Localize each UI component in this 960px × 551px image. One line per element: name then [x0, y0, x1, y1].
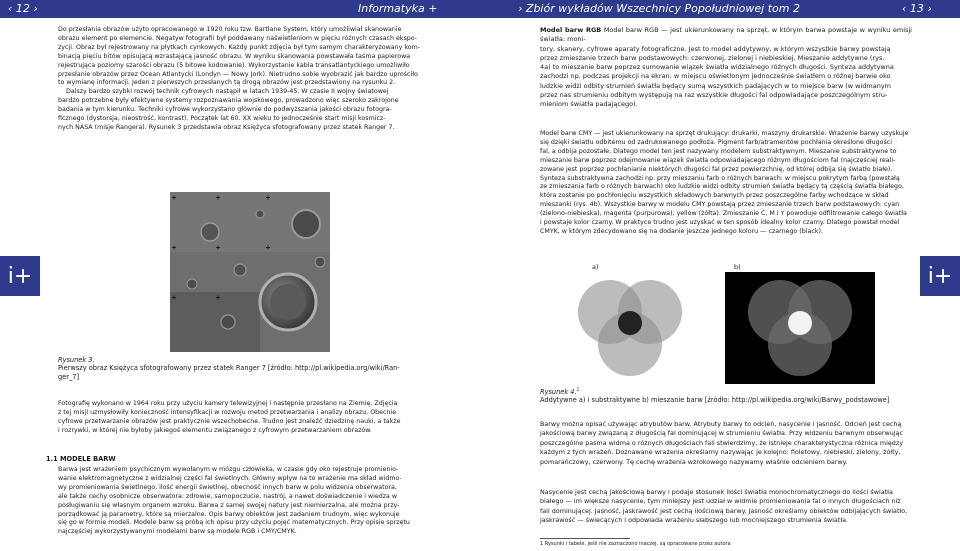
text-line: cyfrowe przetwarzanie obrazów jest praktycznie wszechobecne. Trudno jest znaleźć dziedzinę nauki, a także	[58, 417, 401, 425]
text-line: Model barw CMY — jest ukierunkowany na sprzęt drukujący: drukarki, maszyny drukarskie. Wrażenie barwy uzyskuje	[540, 130, 909, 137]
text-line: fal, a odbija pozostałe. Dlatego model ten jest nazywany modelem substraktywnym. Mieszanie substraktywne to	[540, 147, 897, 155]
color-attributes-text	[540, 420, 912, 467]
subtractive-center	[788, 311, 812, 335]
text-line: ze zmieszania farb o różnych barwach) oko ludzkie widzi odbity strumień światła będący tą częścią światła białego,	[540, 183, 904, 191]
footnote: 1 Rysunki i tabele, jeśli nie zaznaczono inaczej, są opracowane przez autora	[540, 541, 731, 547]
text-line: i powstaje kolor czarny. W praktyce trudno jest uzyskać w ten sposób idealny kolor czarny. Dlatego powstał model	[540, 219, 900, 227]
cmy-model-text	[540, 130, 912, 237]
text-line: najczęściej wykorzystywanymi modelami barw są modele RGB i CMY/CMYK.	[58, 528, 297, 536]
text-line: nych NASA (misje Rangera). Rysunek 3 przedstawia obraz Księżyca sfotografowany przez statek Ranger 7.	[58, 123, 395, 131]
section-heading: 1.1 MODELE BARW	[46, 455, 116, 463]
left-page	[46, 26, 432, 536]
text-line: ficznego (dystorsja, nieostrość, kontrast). Początek lat 60. XX wieku to jednocześnie start misji kosmicz-	[58, 115, 386, 123]
text-line: posługiwaniu się własnym organem wzroku. Barwa z samej swojej natury jest niemierzalna, ale można przy-	[58, 501, 400, 509]
text-line: 4a) to mieszanie barw poprzez sumowanie wiązek światła widzialnego różnych długości. Synteza addytywna	[540, 63, 894, 72]
rgb-model-text	[540, 26, 912, 110]
text-line: tory, skanery, cyfrowe aparaty fotograficzne. Jest to model addytywny, w którym wszystkie barwy powstają	[540, 44, 891, 53]
text-line: ale także cechy osobnicze obserwatora: zdrowie, samopoczucie, nastrój, a nawet doświadczenie i wiedza w	[58, 492, 398, 500]
text-line: się dzięki światłu odbitemu od zadrukowanego podłoża. Pigment farb/atramentów pochłania określone długości	[540, 138, 892, 146]
text-line: przez nas strumieniu odbitym występują na raz wszystkie długości fal odpowiadające poszczególnym stru-	[540, 91, 888, 100]
text-line: fali dominującej. Jasność, jaskrawość jest cechą ilościową barwy. Jasność określamy obiektów odbijających światło,	[540, 506, 908, 515]
text-line: zycji. Obraz był rejestrowany na płytkach cynkowych. Każdy punkt zdjęcia był tym samym charakteryzowany kom-	[58, 43, 421, 51]
text-line: jaskrawość — świecących i odpowiada wrażeniu słabszego lub mocniejszego strumienia światła.	[540, 516, 849, 525]
right-page	[540, 26, 912, 547]
caption-line: Addytywne a) i substraktywne b) mieszanie barw [źródło: http://pl.wikipedia.org/wiki/Barwy_podstawowe]	[540, 396, 890, 405]
text-line: CMYK, w którym zdecydowano się na dodanie jeszcze jednego koloru — czarnego (black).	[540, 227, 823, 235]
figure-label: Rysunek 3.	[58, 356, 95, 364]
text-line: binacją pięciu bitów opisującą wzrastającą jasność obrazu. W wyniku skanowania powstawała taśma papierowa	[58, 52, 411, 60]
text-line: mieniom światła padającego).	[540, 100, 638, 109]
left-after-text	[58, 400, 432, 436]
text-line: badania w tym kierunku. Techniki cyfrowe wykorzystano głównie do podwyższania jakości obrazu fotogra-	[58, 106, 392, 114]
text-line: się go w formie modeli. Modele barw są próbą ich opisu przy użyciu pojęć matematycznych. Przy opisie sprzętu	[58, 519, 410, 527]
left-side-tab: i+	[0, 256, 40, 296]
text-line: zachodzi np. podczas projekcji na ekran: w miejscu oświetlonym jednocześnie światłem o różnej barwie oko	[540, 72, 891, 81]
text-line: wy promieniowania świetlnego, ilość energii świetlnej, obecność innych barw w polu widzenia obserwatora,	[58, 483, 397, 491]
text-line: i rozrywki, w której nie byłoby jakiegoś elementu związanego z cyfrowym przetwarzaniem obrazów.	[58, 426, 372, 434]
text-line: mieszanki (rys. 4b). Wszystkie barwy w modelu CMY powstają przez zmieszanie trzech barw podstawowych: cyan	[540, 201, 900, 209]
caption-line: ger_7]	[58, 373, 80, 381]
figure-4-caption	[540, 388, 912, 405]
text-line: bardzo potrzebne były efektywne systemy rozpoznawania wojskowego, prowadzono więc szeroko zakrojone	[58, 97, 399, 105]
text-line: Dalszy bardzo szybki rozwój technik cyfrowych nastąpił w latach 1939-45. W czasie II wojny światowej	[66, 88, 389, 96]
text-line: rejestrująca poziomy szarości obrazu (5 bitowe kodowanie). Wykorzystanie kabla transatlantyckiego umożliwiło	[58, 61, 410, 69]
header-bar	[0, 0, 960, 18]
left-section-text	[58, 466, 432, 537]
saturation-text	[540, 488, 912, 526]
text-line: Barwy można opisać używając atrybutów barw. Atrybuty barwy to odcień, nasycenie i jasność. Odcień jest cechą	[540, 420, 902, 428]
text-line: przesłanie obrazów przez Ocean Atlantycki (Londyn — Nowy Jork). Nietrudno sobie wyobrazić jak bardzo uprościło	[58, 70, 418, 78]
text-line: ludzkie widzi odbity strumień światła będący sumą wszystkich padających w to miejsce barw (w widmanym	[540, 81, 892, 90]
text-line: Do przesłania obrazów użyto opracowanego w 1920 roku tzw. Bartlane System, który umożliwiał skanowanie	[58, 26, 402, 33]
text-line: Fotografię wykonano w 1964 roku przy użyciu kamery telewizyjnej i następnie przesłano na Ziemię. Zdjęcia	[58, 400, 398, 407]
text-line: białego — im większe nasycenie, tym mniejszy jest udział w widmie promieniowania fal o innych długościach niż	[540, 497, 901, 506]
text-line: z tej misji uzmysłowiły konieczność intensyfikacji w rozwoju metod przetwarzania i analizy obrazu. Obecnie	[58, 408, 397, 416]
text-line: Model barw RGB Model barw RGB — jest ukierunkowany na sprzęt, w którym barwa powstaje w wyniku emisji światła: moni-	[540, 26, 912, 44]
text-line: jakościową barwy związaną z długością fal dominującej w strumieniu światła. Przy widzeniu barwnym obserwując	[540, 429, 903, 438]
left-page-number: ‹ 12 ›	[8, 2, 38, 15]
text-line: porządkować ją parametry, które są mierzalne. Opis barwy obiektów jest zadaniem trudnym, więc wykonuje	[58, 510, 400, 518]
left-intro-text	[58, 26, 432, 133]
text-line: mieszanie barw poprzez odejmowanie wiązek światła odpowiadającego różnym długościom fal (najczęściej reali-	[540, 156, 896, 164]
left-running-title: Informatyka +	[358, 2, 438, 15]
text-line: (zielono-niebieska), magenta (purpurowa), yellow (żółta). Zmieszanie C, M i Y powoduje odfiltrowanie całego światła	[540, 210, 907, 218]
text-line: obrazu element po elemencie. Negatyw fotografii był poddawany naświetleniom w pięciu różnych czasach ekspo-	[58, 34, 418, 42]
text-line: każdym z tych wrażeń. Doznawane wrażenia określamy nazywając je kolejno: fioletowy, niebieski, zielony, żółty,	[540, 448, 901, 457]
text-line: pomarańczowy, czerwony. Tę cechę wrażenia wzrokowego nazywamy właśnie odcieniem barwy.	[540, 457, 848, 466]
text-line: zowane jest poprzez pochłanianie niektórych długości fal przez powierzchnię, od której odbija się światło białe).	[540, 165, 893, 173]
text-line: poszczególne pasma widma o różnych długościach fali stwierdzimy, że istnieje charakterystyczna różnica między	[540, 438, 903, 447]
text-line: to wymianę informacji. Jeden z pierwszych przesłanych tą drogą obrazów jest przedstawiony na rysunku 2.	[58, 79, 396, 87]
color-mixing-figure	[555, 272, 885, 384]
text-line: przez zmieszanie trzech barw podstawowych: czerwonej, zielonej i niebieskiej. Mieszanie addytywne (rys.	[540, 53, 885, 62]
figure-4a-label: a)	[592, 263, 599, 271]
additive-center	[618, 311, 642, 335]
text-line: Nasycenie jest cechą jakościową barwy i podaje stosunek ilości światła monochromatycznego do ilości światła	[540, 488, 893, 496]
figure-label: Rysunek 4.$^1$	[540, 388, 580, 397]
figure-3-caption	[58, 356, 432, 382]
right-side-tab: i+	[920, 256, 960, 296]
right-running-title: › Zbiór wykładów Wszechnicy Popołudniowej tom 2	[518, 2, 800, 15]
text-line: Synteza substraktywna zachodzi np. przy mieszaniu farb o różnych barwach: w miejscu pokrytym farbą (powstałą	[540, 174, 900, 182]
right-page-number: ‹ 13 ›	[902, 2, 932, 15]
footnote-rule	[540, 538, 630, 539]
text-line: która zostanie po pochłonięciu wszystkich składowych barwnych przez poszczególne farby wchodzące w skład	[540, 192, 889, 200]
moon-photograph	[170, 192, 330, 352]
caption-line: Pierwszy obraz Księżyca sfotografowany przez statek Ranger 7 [źródło: http://pl.wikipedia.org/wiki/Ran-	[58, 364, 400, 372]
text-line: Barwa jest wrażeniem psychicznym wywołanym w mózgu człowieka, w czasie gdy oko rejestruje promienio-	[58, 466, 399, 473]
figure-4b-label: b)	[734, 263, 741, 271]
text-line: wanie elektromagnetyczne z widzialnej części fal świetlnych. Główny wpływ na to wrażenie ma skład widmo-	[58, 474, 402, 482]
